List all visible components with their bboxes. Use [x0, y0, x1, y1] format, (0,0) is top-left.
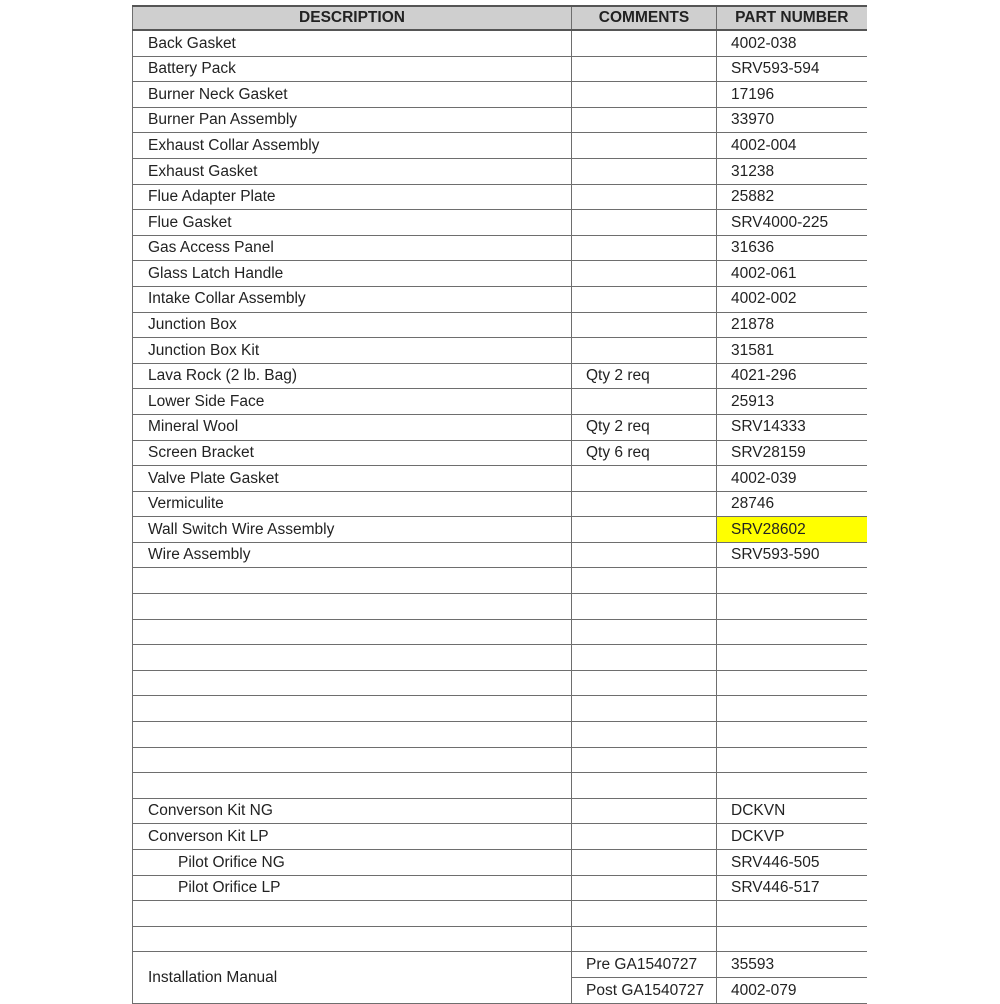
part-row-exhaust-collar-assembly — [133, 133, 867, 159]
empty-cell — [572, 670, 717, 696]
manual-comments: Pre GA1540727 — [572, 952, 717, 978]
part-number: 33970 — [717, 107, 867, 133]
empty-row — [133, 926, 867, 952]
empty-cell — [133, 773, 572, 799]
empty-cell — [133, 901, 572, 927]
part-number: 31636 — [717, 235, 867, 261]
part-row-flue-adapter-plate — [133, 184, 867, 210]
part-description: Intake Collar Assembly — [133, 286, 572, 312]
empty-row — [133, 747, 867, 773]
part-description: Vermiculite — [133, 491, 572, 517]
part-number: SRV4000-225 — [717, 210, 867, 236]
part-description: Flue Adapter Plate — [133, 184, 572, 210]
part-number-header: PART NUMBER — [717, 6, 867, 30]
empty-row — [133, 619, 867, 645]
part-description: Battery Pack — [133, 56, 572, 82]
part-description: Lava Rock (2 lb. Bag) — [133, 363, 572, 389]
empty-cell — [572, 747, 717, 773]
part-comments — [572, 491, 717, 517]
part-row-junction-box — [133, 312, 867, 338]
empty-cell — [572, 568, 717, 594]
part-row-lava-rock — [133, 363, 867, 389]
empty-row — [133, 773, 867, 799]
highlighted-part-number: SRV28602 — [717, 517, 867, 543]
manual-part-number: 35593 — [717, 952, 867, 978]
part-comments — [572, 235, 717, 261]
comments-header: COMMENTS — [572, 6, 717, 30]
empty-cell — [717, 773, 867, 799]
part-number: 4002-039 — [717, 466, 867, 492]
part-row-wire-assembly — [133, 542, 867, 568]
part-description: Gas Access Panel — [133, 235, 572, 261]
part-comments — [572, 56, 717, 82]
part-number: 4002-002 — [717, 286, 867, 312]
conversion-row-pilot-orifice-ng — [133, 850, 867, 876]
part-row-mineral-wool — [133, 414, 867, 440]
header-row — [133, 6, 867, 30]
part-comments — [572, 312, 717, 338]
part-number: 25913 — [717, 389, 867, 415]
empty-cell — [572, 645, 717, 671]
part-description: Flue Gasket — [133, 210, 572, 236]
parts-list-sheet — [132, 5, 867, 1004]
part-number: 21878 — [717, 312, 867, 338]
description-header: DESCRIPTION — [133, 6, 572, 30]
conversion-part-number: DCKVN — [717, 798, 867, 824]
conversion-row-kit-lp — [133, 824, 867, 850]
part-row-wall-switch-wire-assembly — [133, 517, 867, 543]
part-row-junction-box-kit — [133, 338, 867, 364]
parts-table — [132, 5, 867, 1004]
empty-cell — [133, 619, 572, 645]
part-number: 31238 — [717, 158, 867, 184]
part-description: Exhaust Collar Assembly — [133, 133, 572, 159]
manual-row-pre — [133, 952, 867, 978]
part-description: Screen Bracket — [133, 440, 572, 466]
part-comments — [572, 82, 717, 108]
empty-cell — [717, 670, 867, 696]
part-row-screen-bracket — [133, 440, 867, 466]
part-description: Junction Box — [133, 312, 572, 338]
empty-row — [133, 670, 867, 696]
conversion-row-pilot-orifice-lp — [133, 875, 867, 901]
empty-cell — [717, 926, 867, 952]
part-description: Lower Side Face — [133, 389, 572, 415]
conversion-part-number: DCKVP — [717, 824, 867, 850]
empty-cell — [572, 696, 717, 722]
empty-cell — [133, 926, 572, 952]
empty-cell — [572, 901, 717, 927]
conversion-description: Converson Kit LP — [133, 824, 572, 850]
part-comments — [572, 133, 717, 159]
part-comments — [572, 286, 717, 312]
part-comments — [572, 338, 717, 364]
conversion-row-kit-ng — [133, 798, 867, 824]
empty-cell — [572, 722, 717, 748]
empty-cell — [133, 696, 572, 722]
empty-cell — [717, 901, 867, 927]
part-number: 17196 — [717, 82, 867, 108]
part-row-battery-pack — [133, 56, 867, 82]
part-row-exhaust-gasket — [133, 158, 867, 184]
part-description: Glass Latch Handle — [133, 261, 572, 287]
conversion-description: Converson Kit NG — [133, 798, 572, 824]
conversion-comments — [572, 798, 717, 824]
part-row-flue-gasket — [133, 210, 867, 236]
part-number: 25882 — [717, 184, 867, 210]
part-comments — [572, 210, 717, 236]
part-row-lower-side-face — [133, 389, 867, 415]
empty-row — [133, 568, 867, 594]
part-comments: Qty 2 req — [572, 363, 717, 389]
manual-description: Installation Manual — [133, 952, 572, 1003]
manual-comments: Post GA1540727 — [572, 977, 717, 1003]
part-description: Back Gasket — [133, 30, 572, 56]
part-number: SRV593-594 — [717, 56, 867, 82]
part-row-intake-collar-assembly — [133, 286, 867, 312]
empty-cell — [717, 696, 867, 722]
empty-cell — [717, 568, 867, 594]
part-comments — [572, 184, 717, 210]
empty-cell — [717, 594, 867, 620]
conversion-part-number: SRV446-517 — [717, 875, 867, 901]
empty-cell — [133, 722, 572, 748]
part-number: SRV593-590 — [717, 542, 867, 568]
part-row-gas-access-panel — [133, 235, 867, 261]
part-description: Burner Pan Assembly — [133, 107, 572, 133]
part-row-burner-neck-gasket — [133, 82, 867, 108]
empty-cell — [717, 619, 867, 645]
part-number: 4002-038 — [717, 30, 867, 56]
conversion-comments — [572, 850, 717, 876]
part-comments — [572, 158, 717, 184]
part-comments — [572, 30, 717, 56]
part-number: 4002-004 — [717, 133, 867, 159]
empty-row — [133, 594, 867, 620]
part-description: Junction Box Kit — [133, 338, 572, 364]
part-comments — [572, 261, 717, 287]
part-number: 31581 — [717, 338, 867, 364]
part-comments — [572, 466, 717, 492]
part-comments — [572, 517, 717, 543]
part-number: SRV28159 — [717, 440, 867, 466]
empty-cell — [133, 670, 572, 696]
empty-cell — [572, 619, 717, 645]
empty-row — [133, 901, 867, 927]
empty-row — [133, 696, 867, 722]
empty-row — [133, 645, 867, 671]
empty-cell — [572, 594, 717, 620]
part-row-glass-latch-handle — [133, 261, 867, 287]
part-number: 28746 — [717, 491, 867, 517]
part-comments: Qty 6 req — [572, 440, 717, 466]
part-comments: Qty 2 req — [572, 414, 717, 440]
empty-cell — [572, 773, 717, 799]
empty-cell — [133, 747, 572, 773]
part-row-valve-plate-gasket — [133, 466, 867, 492]
part-description: Wire Assembly — [133, 542, 572, 568]
empty-cell — [133, 645, 572, 671]
empty-cell — [717, 747, 867, 773]
conversion-description: Pilot Orifice LP — [133, 875, 572, 901]
part-description: Mineral Wool — [133, 414, 572, 440]
part-description: Wall Switch Wire Assembly — [133, 517, 572, 543]
part-description: Exhaust Gasket — [133, 158, 572, 184]
empty-cell — [717, 722, 867, 748]
conversion-comments — [572, 875, 717, 901]
part-row-burner-pan-assembly — [133, 107, 867, 133]
conversion-part-number: SRV446-505 — [717, 850, 867, 876]
conversion-description: Pilot Orifice NG — [133, 850, 572, 876]
manual-part-number: 4002-079 — [717, 977, 867, 1003]
part-comments — [572, 542, 717, 568]
part-row-back-gasket — [133, 30, 867, 56]
part-comments — [572, 107, 717, 133]
part-comments — [572, 389, 717, 415]
empty-cell — [717, 645, 867, 671]
empty-row — [133, 722, 867, 748]
part-number: SRV14333 — [717, 414, 867, 440]
empty-cell — [133, 568, 572, 594]
part-number: 4021-296 — [717, 363, 867, 389]
empty-cell — [133, 594, 572, 620]
part-number: 4002-061 — [717, 261, 867, 287]
empty-cell — [572, 926, 717, 952]
part-row-vermiculite — [133, 491, 867, 517]
conversion-comments — [572, 824, 717, 850]
part-description: Valve Plate Gasket — [133, 466, 572, 492]
part-description: Burner Neck Gasket — [133, 82, 572, 108]
